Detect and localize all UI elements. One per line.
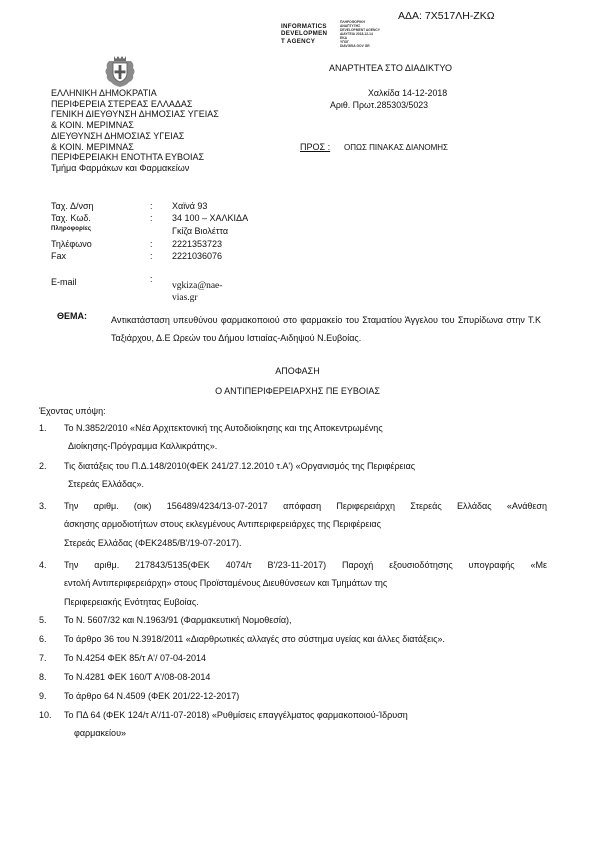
fax-label: Fax	[51, 251, 67, 261]
agency-fine-print	[340, 20, 380, 48]
list-item-line: Το Ν. 5607/32 και Ν.1963/91 (Φαρμακευτική Νομοθεσία),	[64, 615, 292, 625]
list-item-number: 2.	[39, 461, 47, 471]
colon: :	[150, 274, 153, 284]
list-item-number: 10.	[39, 710, 52, 720]
list-item-line: άσκησης αρμοδιοτήτων στους εκλεγμένους Αντιπεριφερειάρχες της Περιφέρειας	[64, 519, 381, 529]
colon: :	[150, 201, 153, 211]
phone-value: 2221353723	[172, 239, 223, 249]
agency-fine-line: DIAVGEIA GOV GR	[340, 44, 370, 49]
list-item-line: Την αριθμ. 217843/5135(ΦΕΚ 4074/τ Β'/23-11-2017) Παροχή εξουσιοδότησης υπογραφής «Με	[64, 560, 547, 570]
colon: :	[150, 239, 153, 249]
issuer-line: Τμήμα Φαρμάκων και Φαρμακείων	[51, 162, 190, 173]
issuer-line: ΠΕΡΙΦΕΡΕΙΑ ΣΤΕΡΕΑΣ ΕΛΛΑΔΑΣ	[51, 98, 193, 109]
postal-code-value: 34 100 – ΧΑΛΚΙΔΑ	[172, 213, 249, 223]
address-value: Χαϊνά 93	[172, 201, 208, 211]
info-label: Πληροφορίες	[51, 226, 92, 232]
agency-fine-line: ΔΙΑΥΓΕΙΑ 2018-12-14	[340, 32, 373, 37]
list-item-line: Στερεάς Ελλάδας».	[68, 479, 144, 489]
address-label: Ταχ. Δ/νση	[51, 201, 94, 211]
agency-line: T AGENCY	[281, 37, 316, 45]
list-item-number: 6.	[39, 634, 47, 644]
document-date: Χαλκίδα 14-12-2018	[368, 88, 448, 98]
list-item-number: 3.	[39, 501, 47, 511]
list-item-number: 9.	[39, 691, 47, 701]
issuer-line: ΕΛΛΗΝΙΚΗ ΔΗΜΟΚΡΑΤΙΑ	[51, 88, 157, 98]
decision-authority: Ο ΑΝΤΙΠΕΡΙΦΕΡΕΙΑΡΧΗΣ ΠΕ ΕΥΒΟΙΑΣ	[215, 386, 380, 396]
list-item-line: Τις διατάξεις του Π.Δ.148/2010(ΦΕΚ 241/27.12.2010 τ.Α') «Οργανισμός της Περιφέρειας	[64, 461, 416, 471]
agency-fine-line: ΠΛΗΡΟΦΟΡΙΚΗ	[340, 20, 365, 24]
recipient-label: ΠΡΟΣ :	[300, 142, 331, 152]
list-item-number: 5.	[39, 615, 47, 625]
issuer-line: ΔΙΕΥΘΥΝΣΗ ΔΗΜΟΣΙΑΣ ΥΓΕΙΑΣ	[51, 130, 185, 141]
agency-fine-line: ΕΚΔ	[340, 36, 347, 41]
agency-line: DEVELOPMEN	[281, 30, 328, 38]
issuer-header	[51, 88, 219, 174]
list-item-line: Την αριθμ. (οικ) 156489/4234/13-07-2017 απόφαση Περιφερειάρχη Στερεάς Ελλάδας «Ανάθεση	[64, 501, 547, 511]
list-item-number: 7.	[39, 653, 47, 663]
email-value-line[interactable]: vgkiza@nae-	[172, 281, 223, 291]
list-item-line: εντολή Αντιπεριφερειάρχη» στους Προϊσταμένους Διευθύνσεων και Τμημάτων της	[64, 578, 388, 588]
issuer-line: & ΚΟΙΝ. ΜΕΡΙΜΝΑΣ	[51, 141, 134, 152]
fax-value: 2221036076	[172, 251, 223, 261]
list-item-line: Το Ν.4281 ΦΕΚ 160/Τ Α'/08-08-2014	[64, 672, 211, 682]
list-item-line: Το Ν.4254 ΦΕΚ 85/τ Α'/ 07-04-2014	[64, 653, 207, 663]
issuer-line: & ΚΟΙΝ. ΜΕΡΙΜΝΑΣ	[51, 120, 134, 131]
list-item-line: Το άρθρο 64 Ν.4509 (ΦΕΚ 201/22-12-2017)	[64, 691, 240, 701]
list-item-line: Διοίκησης-Πρόγραμμα Καλλικράτης».	[68, 441, 218, 451]
colon: :	[150, 251, 153, 261]
greek-coat-of-arms-icon	[103, 52, 137, 91]
agency-line: INFORMATICS	[281, 23, 327, 30]
considering-heading: Έχοντας υπόψη:	[39, 406, 106, 416]
postal-code-label: Ταχ. Κωδ.	[51, 213, 91, 223]
list-item-number: 1.	[39, 423, 47, 433]
publish-note: ΑΝΑΡΤΗΤΕΑ ΣΤΟ ΔΙΑΔΙΚΤΥΟ	[329, 63, 452, 73]
list-item-line: Το Ν.3852/2010 «Νέα Αρχιτεκτονική της Αυτοδιοίκησης και της Αποκεντρωμένης	[64, 423, 383, 433]
list-item-line: Περιφερειακής Ενότητας Ευβοίας.	[64, 597, 199, 607]
list-item-line: Στερεάς Ελλάδας (ΦΕΚ2485/Β'/19-07-2017).	[64, 538, 242, 548]
issuer-line: ΠΕΡΙΦΕΡΕΙΑΚΗ ΕΝΟΤΗΤΑ ΕΥΒΟΙΑΣ	[51, 152, 205, 163]
email-value-line[interactable]: vias.gr	[172, 293, 198, 303]
agency-fine-line: ΥΠΟΓ	[340, 40, 350, 45]
decision-title: ΑΠΟΦΑΣΗ	[275, 366, 320, 376]
ada-number: ΑΔΑ: 7Χ517ΛΗ-ΖΚΩ	[398, 10, 495, 22]
colon: :	[150, 213, 153, 223]
list-item-line: Το ΠΔ 64 (ΦΕΚ 124/τ Α'/11-07-2018) «Ρυθμίσεις επαγγέλματος φαρμακοποιού-Ίδρυση	[64, 710, 408, 720]
list-item-line: φαρμακείου»	[74, 728, 126, 738]
list-item-number: 8.	[39, 672, 47, 682]
email-label: E-mail	[51, 277, 77, 287]
agency-fine-line: DEVELOPMENT AGENCY	[340, 28, 380, 33]
agency-fine-line: ΑΝΑΠΤΥΞΗΣ	[340, 24, 361, 29]
protocol-number: Αριθ. Πρωτ.285303/5023	[330, 100, 428, 110]
agency-logo-text	[281, 23, 327, 45]
subject-text: Αντικατάσταση υπευθύνου φαρμακοποιού στο φαρμακείο του Σταματίου Άγγελου του Σπυρίδωνα στην Τ.Κ Ταξιάρχου, Δ.Ε Ωρεών του Δήμου Ιστιαίας-Αιδηψού Ν.Ευβοίας.	[111, 315, 541, 343]
list-item-number: 4.	[39, 560, 47, 570]
subject-label: ΘΕΜΑ:	[57, 311, 87, 321]
recipient-value: ΟΠΩΣ ΠΙΝΑΚΑΣ ΔΙΑΝΟΜΗΣ	[344, 143, 448, 152]
issuer-line: ΓΕΝΙΚΗ ΔΙΕΥΘΥΝΣΗ ΔΗΜΟΣΙΑΣ ΥΓΕΙΑΣ	[51, 109, 219, 120]
list-item-line: Το άρθρο 36 του Ν.3918/2011 «Διαρθρωτικές αλλαγές στο σύστημα υγείας και άλλες διατάξεις».	[64, 634, 445, 644]
phone-label: Τηλέφωνο	[51, 239, 92, 249]
info-value: Γκίζα Βιολέττα	[172, 226, 229, 236]
